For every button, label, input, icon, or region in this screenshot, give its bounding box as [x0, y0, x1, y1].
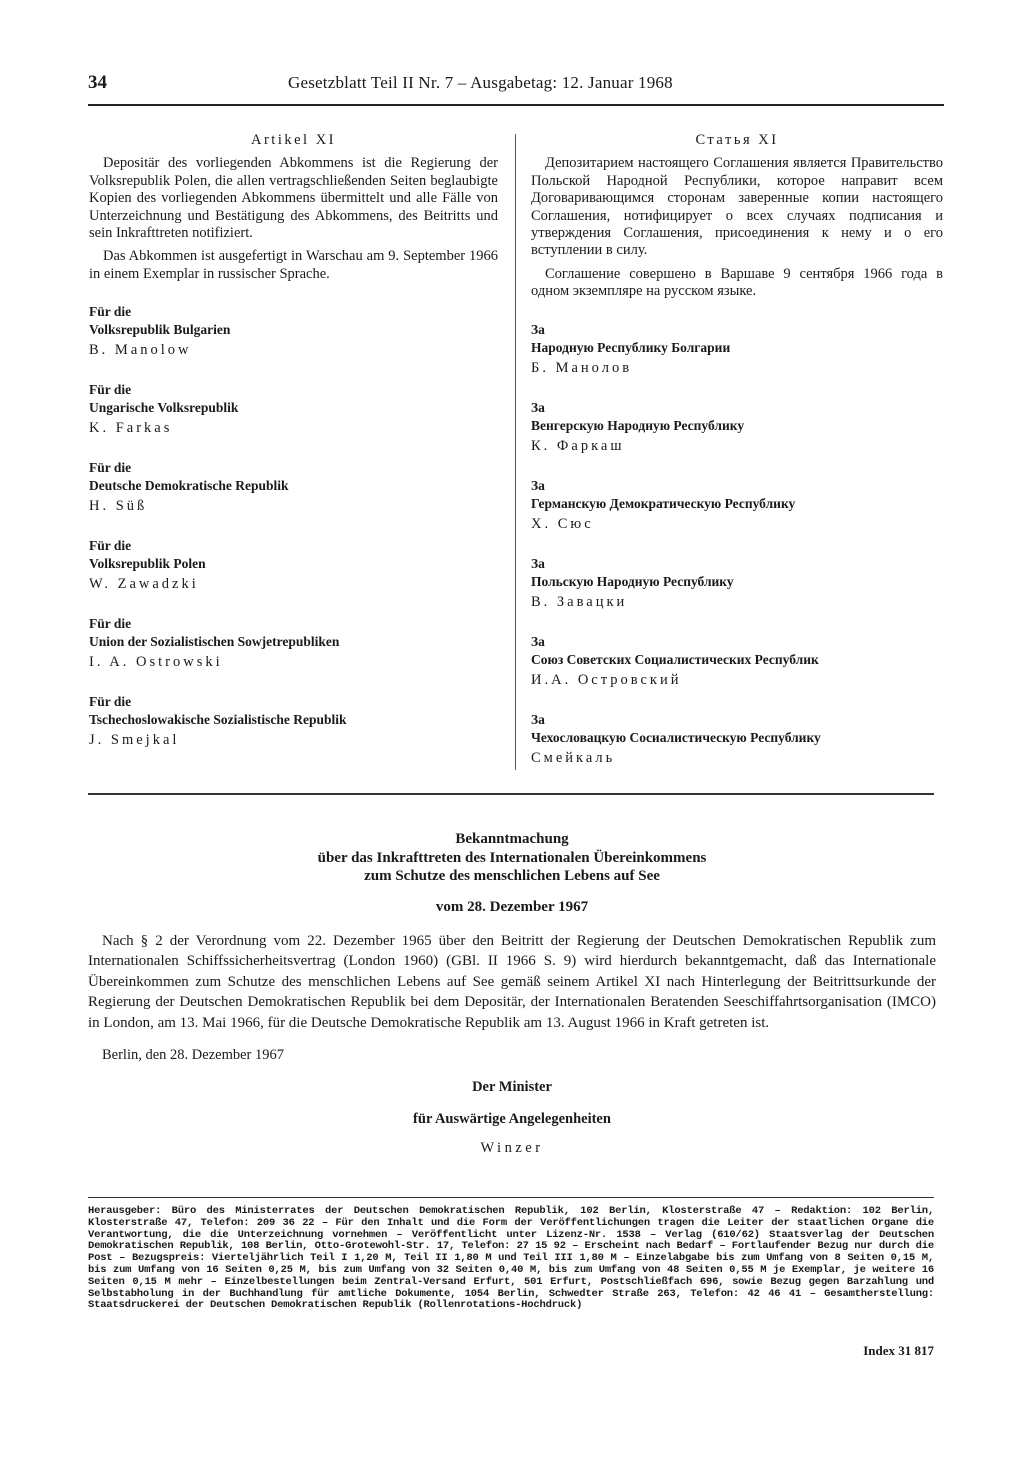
signatory-state: Чехословацкую Сосиалистическую Республику: [531, 729, 821, 745]
signatory-state: Deutsche Demokratische Republik: [89, 478, 289, 494]
signatory-state: Союз Советских Социалистических Республик: [531, 651, 819, 667]
signatory-for: За: [531, 711, 545, 727]
signatory-name: В. Завацки: [531, 593, 628, 610]
section-rule: [88, 793, 934, 795]
signatory-de: [89, 693, 498, 751]
signatory-for: За: [531, 633, 545, 649]
signatory-ru: [531, 633, 943, 691]
signatory-for: Für die: [89, 538, 132, 554]
announcement-date: vom 28. Dezember 1967: [435, 898, 589, 915]
signatory-for: Für die: [89, 382, 132, 398]
signatory-state: Германскую Демократическую Республику: [531, 495, 796, 511]
article-heading-de: Artikel XI: [251, 132, 336, 148]
russian-column: [531, 128, 943, 789]
signatory-ru: [531, 321, 943, 379]
page-number: 34: [88, 72, 107, 93]
announcement-title-3: zum Schutze des menschlichen Lebens auf See: [364, 868, 660, 884]
announcement-title-2: über das Inkrafttreten des Internationalen Übereinkommens: [317, 849, 707, 866]
index-number: Index 31 817: [863, 1343, 934, 1358]
signatory-ru: [531, 399, 943, 457]
signatory-state: Венгерскую Народную Республику: [531, 417, 745, 433]
signatory-name: И.А. Островский: [531, 671, 682, 688]
signatory-ru: [531, 711, 943, 769]
signatory-name: Смейкаль: [531, 749, 616, 766]
signatory-name: B. Manolow: [89, 342, 192, 359]
imprint: Herausgeber: Büro des Ministerrates der Deutschen Demokratischen Republik, 102 Berlin, Klosterstraße 47 – Redaktion: 102 Berlin, Klosterstraße 47, Telefon: 209 36 22 – Für den Inhalt und die Form der Veröffentlichungen tragen die Leiter der staatlichen Organe die Verantwortung, die die Unterzeichnung vornehmen – Veröffentlicht unter Lizenz-Nr. 1538 – Verlag (610/62) Staatsverlag der Deutschen Demokratischen Republik, 108 Berlin, Otto-Grotewohl-Str. 17, Telefon: 27 15 92 – Erscheint nach Bedarf – Fortlaufender Bezug nur durch die Post – Bezugspreis: Vierteljährlich Teil I 1,20 M, Teil II 1,80 M und Teil III 1,80 M – Einzelabgabe bis zum Umfang von 8 Seiten 0,15 M, bis zum Umfang von 16 Seiten 0,25 M, bis zum Umfang von 32 Seiten 0,40 M, bis zum Umfang von 48 Seiten 0,55 M je Exemplar, je weitere 16 Seiten 0,15 M mehr – Einzelbestellungen beim Zentral-Versand Erfurt, 501 Erfurt, Postschließfach 696, sowie Bezug gegen Barzahlung und Selbstabholung in der Buchhandlung für amtliche Dokumente, 1054 Berlin, Schwedter Straße 263, Telefon: 42 46 41 – Gesamtherstellung: Staatsdruckerei der Deutschen Demokratischen Republik (Rollenrotations-Hochdruck): [88, 1205, 934, 1312]
signatory-for: Für die: [89, 694, 132, 710]
signatory-de: [89, 381, 498, 439]
announcement-body: Nach § 2 der Verordnung vom 22. Dezember 1965 über den Beitritt der Regierung der Deutschen Demokratischen Republik zum Internationalen Schiffssicherheitsvertrag (London 1960) (GBl. II 1966 S. 9) wird hierdurch bekanntgemacht, daß das Internationale Übereinkommen zum Schutze des menschlichen Lebens auf See gemäß seinem Artikel XI nach Hinterlegung der Beitrittsurkunde der Regierung der Deutschen Demokratischen Republik bei dem Depositär, der Internationalen Beratenden Seeschiffahrtsorganisation (IMCO) in London, am 13. Mai 1966, für die Deutsche Demokratische Republik am 13. August 1966 in Kraft getreten ist.: [88, 932, 936, 1031]
signatory-for: За: [531, 399, 545, 415]
signatory-de: [89, 303, 498, 361]
header-rule: [88, 104, 944, 106]
signatory-ru: [531, 555, 943, 613]
signatory-name: J. Smejkal: [89, 732, 180, 749]
signatory-state: Volksrepublik Bulgarien: [89, 322, 231, 338]
announcement-title-1: Bekanntmachung: [455, 831, 569, 847]
paragraph-ru-2: Соглашение совершено в Варшаве 9 сентября 1966 года в одном экземпляре на русском языке.: [531, 265, 943, 300]
announcement: [88, 830, 936, 1157]
signatory-name: Б. Манолов: [531, 359, 633, 376]
signatory-for: За: [531, 321, 545, 337]
minister-title-1: Der Minister: [472, 1079, 552, 1096]
signatory-state: Народную Республику Болгарии: [531, 339, 731, 355]
signatory-state: Польскую Народную Республику: [531, 573, 734, 589]
signatory-name: К. Фаркаш: [531, 437, 625, 454]
signatory-name: H. Süß: [89, 498, 148, 515]
signatory-state: Union der Sozialistischen Sowjetrepubliken: [89, 634, 340, 650]
signatory-de: [89, 615, 498, 673]
signatory-state: Ungarische Volksrepublik: [89, 400, 239, 416]
signatory-state: Tschechoslowakische Sozialistische Republik: [89, 712, 347, 728]
signatory-state: Volksrepublik Polen: [89, 556, 206, 572]
signatory-for: Für die: [89, 616, 132, 632]
paragraph-ru-1: Депозитарием настоящего Соглашения является Правительство Польской Народной Республики, которое направит всем Договаривающимся сторонам заверенные копии настоящего Соглашения, нотифицирует о всех случаях подписания и утверждения Соглашения, присоединения к нему и о его вступлении в силу.: [531, 155, 943, 259]
minister-title-2: für Auswärtige Angelegenheiten: [413, 1111, 611, 1128]
signatory-de: [89, 537, 498, 595]
imprint-rule: [88, 1197, 934, 1198]
german-column: [89, 128, 498, 771]
signatory-for: За: [531, 477, 545, 493]
place-date: Berlin, den 28. Dezember 1967: [102, 1047, 285, 1064]
page-title: Gesetzblatt Teil II Nr. 7 – Ausgabetag: 12. Januar 1968: [288, 73, 673, 92]
signatory-de: [89, 459, 498, 517]
article-heading-ru: Статья XI: [695, 132, 779, 148]
paragraph-de-1: Depositär des vorliegenden Abkommens ist die Regierung der Volksrepublik Polen, die allen vertragschließenden Seiten beglaubigte Kopien des vorliegenden Abkommens übermittelt und alle Fälle von Unterzeichnung und Bestätigung des Abkommens, des Beitritts und sein Inkrafttreten notifiziert.: [89, 155, 498, 242]
signatory-name: K. Farkas: [89, 420, 173, 437]
signer-name: Winzer: [480, 1140, 544, 1157]
signatory-for: За: [531, 555, 545, 571]
column-divider: [515, 134, 516, 770]
signatory-for: Für die: [89, 304, 132, 320]
signatory-name: W. Zawadzki: [89, 576, 199, 593]
signatories-de: [89, 303, 498, 751]
signatories-ru: [531, 321, 943, 769]
signatory-for: Für die: [89, 460, 132, 476]
signatory-name: I. A. Ostrowski: [89, 654, 223, 671]
paragraph-de-2: Das Abkommen ist ausgefertigt in Warschau am 9. September 1966 in einem Exemplar in russischer Sprache.: [89, 248, 498, 282]
signatory-name: Х. Сюс: [531, 515, 594, 532]
signatory-ru: [531, 477, 943, 535]
